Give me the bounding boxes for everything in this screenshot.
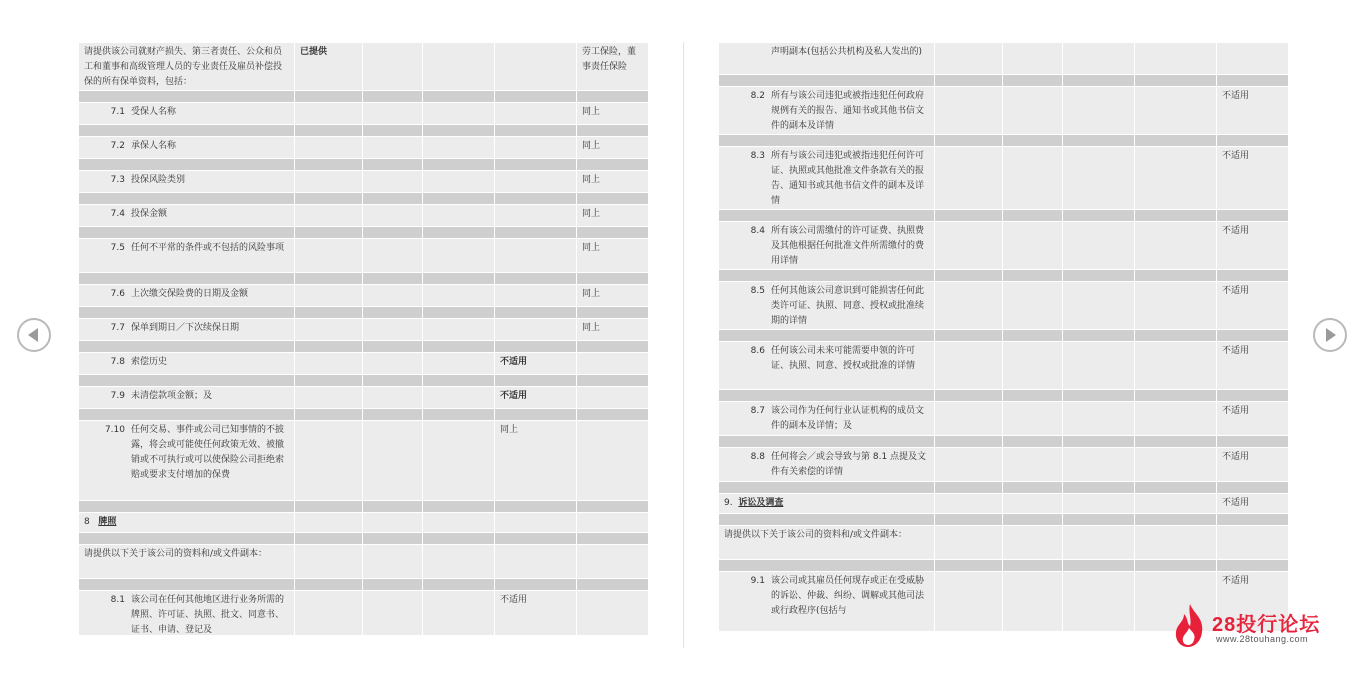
section-number: 9. [724,498,733,508]
left-table [78,42,648,635]
left-document-page [78,42,648,635]
table-row: 8.8 任何将会／或会导致与第 8.1 点提及文件有关索偿的详情 不适用 [719,448,1289,482]
right-document-page [718,42,1288,642]
table-row: 7.2 承保人名称 同上 [79,137,649,159]
table-row: 7.3 投保风险类别 同上 [79,171,649,193]
table-row: 声明副本(包括公共机构及私人发出的) [719,43,1289,75]
section-status: 不适用 [1217,494,1289,514]
watermark-brand: 28投行论坛 [1212,614,1321,636]
insurance-intro-row [79,43,649,91]
page-divider [683,42,684,648]
section-title: 诉讼及调查 [738,498,784,508]
previous-page-button[interactable] [17,318,51,352]
table-row: 7.9 未清偿款项金额；及 不适用 [79,387,649,409]
table-row: 8.3 所有与该公司违犯或被指违犯任何许可证、执照或其他批准文件条款有关的报告、通知书或其他书信文件的副本及详情 不适用 [719,147,1289,210]
table-row: 7.7 保单到期日／下次续保日期 同上 [79,319,649,341]
table-row: 8.5 任何其他该公司意识到可能损害任何此类许可证、执照、同意、授权或批准续期的详情 不适用 [719,282,1289,330]
site-watermark [1172,602,1342,648]
table-row: 7.1 受保人名称 同上 [79,103,649,125]
next-page-button[interactable] [1313,318,1347,352]
right-table [718,42,1288,632]
table-row: 7.5 任何不平常的条件或不包括的风险事项 同上 [79,239,649,273]
section-intro-text: 请提供以下关于该公司的资料和/或文件副本： [719,526,935,560]
table-row: 8.6 任何该公司未来可能需要申领的许可证、执照、同意、授权或批准的详情 不适用 [719,342,1289,390]
chevron-right-icon [1315,320,1345,350]
table-row: 9.1 该公司或其雇员任何现存或正在受威胁的诉讼、仲裁、纠纷、调解或其他司法或行政程序(包括与 不适用 [719,572,1289,632]
insurance-intro-status: 已提供 [295,43,363,91]
section-title: 牌照 [98,517,117,527]
watermark-url: www.28touhang.com [1216,634,1309,644]
table-row: 8.4 所有该公司需缴付的许可证费、执照费及其他根据任何批准文件所需缴付的费用详情 不适用 [719,222,1289,270]
table-row: 7.10 任何交易、事件或公司已知事情的不披露，将会或可能使任何政策无效、被撤销或不可执行或可以使保险公司拒绝索赔或要求支付增加的保费 同上 [79,421,649,501]
section-heading-litigation [719,494,1289,514]
table-row: 7.6 上次缴交保险费的日期及金额 同上 [79,285,649,307]
table-row: 8.7 该公司作为任何行业认证机构的成员文件的副本及详情；及 不适用 [719,402,1289,436]
chevron-left-icon [19,320,49,350]
section-heading-licences [79,513,649,533]
insurance-intro-text: 请提供该公司就财产损失、第三者责任、公众和员工和董事和高级管理人员的专业责任及雇员补偿投保的所有保单资料，包括： [79,43,295,91]
section-intro-row [79,545,649,579]
table-row: 7.8 索偿历史 不适用 [79,353,649,375]
section-number: 8 [84,517,90,527]
flame-logo-icon [1172,602,1208,648]
insurance-intro-note: 劳工保险，董事责任保险 [577,43,649,91]
table-row: 8.2 所有与该公司违犯或被指违犯任何政府规例有关的报告、通知书或其他书信文件的副本及详情 不适用 [719,87,1289,135]
section-intro-row [719,526,1289,560]
table-row: 7.4 投保金额 同上 [79,205,649,227]
section-intro-text: 请提供以下关于该公司的资料和/或文件副本： [79,545,295,579]
table-row: 8.1 该公司在任何其他地区进行业务所需的牌照、许可证、执照、批文、同意书、证书、申请、登记及 不适用 [79,591,649,636]
